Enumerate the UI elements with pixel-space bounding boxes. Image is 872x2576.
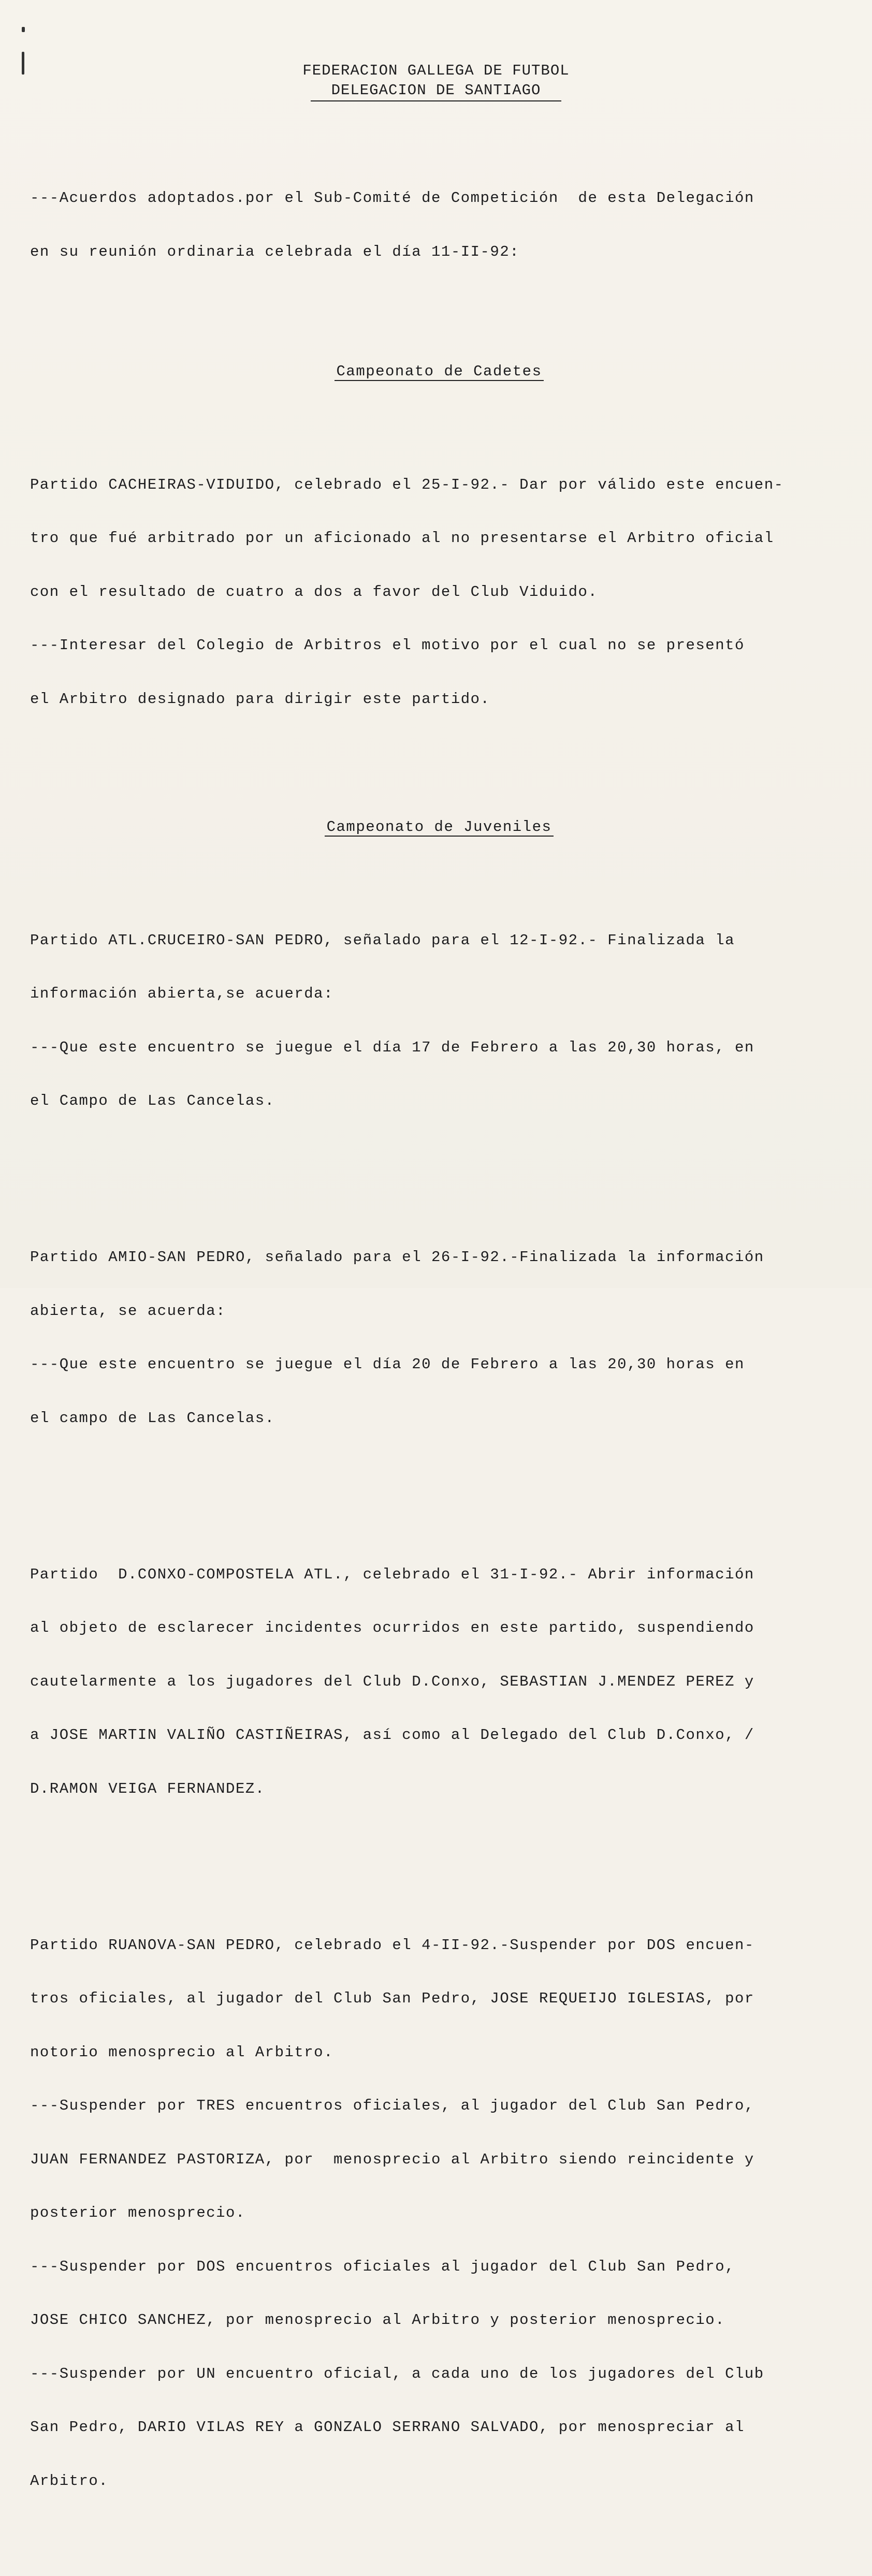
text-line: abierta, se acuerda:	[30, 1302, 226, 1320]
text-line: JOSE CHICO SANCHEZ, por menosprecio al Arbitro y posterior menosprecio.	[30, 2311, 725, 2329]
text-line: San Pedro, DARIO VILAS REY a GONZALO SERRANO SALVADO, por menospreciar al	[30, 2419, 745, 2436]
text-line: ---Interesar del Colegio de Arbitros el motivo por el cual no se presentó	[30, 637, 745, 654]
text-line: ---Suspender por TRES encuentros oficiales, al jugador del Club San Pedro,	[30, 2097, 754, 2114]
paragraph-atl-cruceiro-san-pedro	[30, 896, 848, 1146]
paragraph-ruanova-san-pedro	[30, 1901, 848, 2526]
text-line: JUAN FERNANDEZ PASTORIZA, por menosprecio al Arbitro siendo reincidente y	[30, 2150, 754, 2168]
text-line: notorio menosprecio al Arbitro.	[30, 2043, 333, 2061]
text-line: tros oficiales, al jugador del Club San Pedro, JOSE REQUEIJO IGLESIAS, por	[30, 1990, 754, 2007]
section-heading-juveniles: Campeonato de Juveniles	[30, 818, 848, 837]
text-line: Partido D.CONXO-COMPOSTELA ATL., celebrado el 31-I-92.- Abrir información	[30, 1565, 754, 1583]
document-body	[30, 118, 848, 2576]
text-line: a JOSE MARTIN VALIÑO CASTIÑEIRAS, así como al Delegado del Club D.Conxo, /	[30, 1726, 754, 1744]
header-line-2: DELEGACION DE SANTIAGO	[311, 81, 562, 101]
text-line: el Campo de Las Cancelas.	[30, 1092, 275, 1109]
text-line: con el resultado de cuatro a dos a favor del Club Viduido.	[30, 583, 598, 601]
text-line: Partido AMIO-SAN PEDRO, señalado para el 26-I-92.-Finalizada la información	[30, 1249, 764, 1266]
text-line: Partido ATL.CRUCEIRO-SAN PEDRO, señalado para el 12-I-92.- Finalizada la	[30, 931, 735, 949]
text-line: cautelarmente a los jugadores del Club D.Conxo, SEBASTIAN J.MENDEZ PEREZ y	[30, 1673, 754, 1690]
text-line: al objeto de esclarecer incidentes ocurridos en este partido, suspendiendo	[30, 1619, 754, 1636]
margin-mark	[22, 27, 25, 32]
text-line: ---Acuerdos adoptados.por el Sub-Comité de Competición de esta Delegación	[30, 189, 754, 207]
text-line: el campo de Las Cancelas.	[30, 1409, 275, 1427]
text-line: D.RAMON VEIGA FERNANDEZ.	[30, 1780, 265, 1797]
text-line: ---Que este encuentro se juegue el día 20 de Febrero a las 20,30 horas en	[30, 1356, 745, 1373]
text-line: Partido RUANOVA-SAN PEDRO, celebrado el 4-II-92.-Suspender por DOS encuen-	[30, 1936, 754, 1954]
text-line: posterior menosprecio.	[30, 2204, 245, 2221]
section-heading-cadetes: Campeonato de Cadetes	[30, 363, 848, 381]
paragraph-cacheiras-viduido	[30, 441, 848, 744]
paragraph-amio-san-pedro	[30, 1213, 848, 1463]
header-line-1: FEDERACION GALLEGA DE FUTBOL	[302, 62, 570, 79]
text-line: Partido CACHEIRAS-VIDUIDO, celebrado el 25-I-92.- Dar por válido este encuen-	[30, 476, 784, 493]
text-line: ---Suspender por UN encuentro oficial, a cada uno de los jugadores del Club	[30, 2365, 764, 2382]
text-line: tro que fué arbitrado por un aficionado al no presentarse el Arbitro oficial	[30, 530, 774, 547]
text-line: en su reunión ordinaria celebrada el día 11-II-92:	[30, 243, 520, 260]
text-line: el Arbitro designado para dirigir este partido.	[30, 690, 490, 708]
paragraph-d-conxo-compostela	[30, 1530, 848, 1834]
intro-paragraph	[30, 154, 848, 297]
text-line: ---Que este encuentro se juegue el día 17 de Febrero a las 20,30 horas, en	[30, 1038, 754, 1056]
text-line: información abierta,se acuerda:	[30, 985, 333, 1002]
text-line: ---Suspender por DOS encuentros oficiales al jugador del Club San Pedro,	[30, 2258, 735, 2275]
text-line: Arbitro.	[30, 2472, 109, 2490]
document-header	[0, 61, 872, 101]
